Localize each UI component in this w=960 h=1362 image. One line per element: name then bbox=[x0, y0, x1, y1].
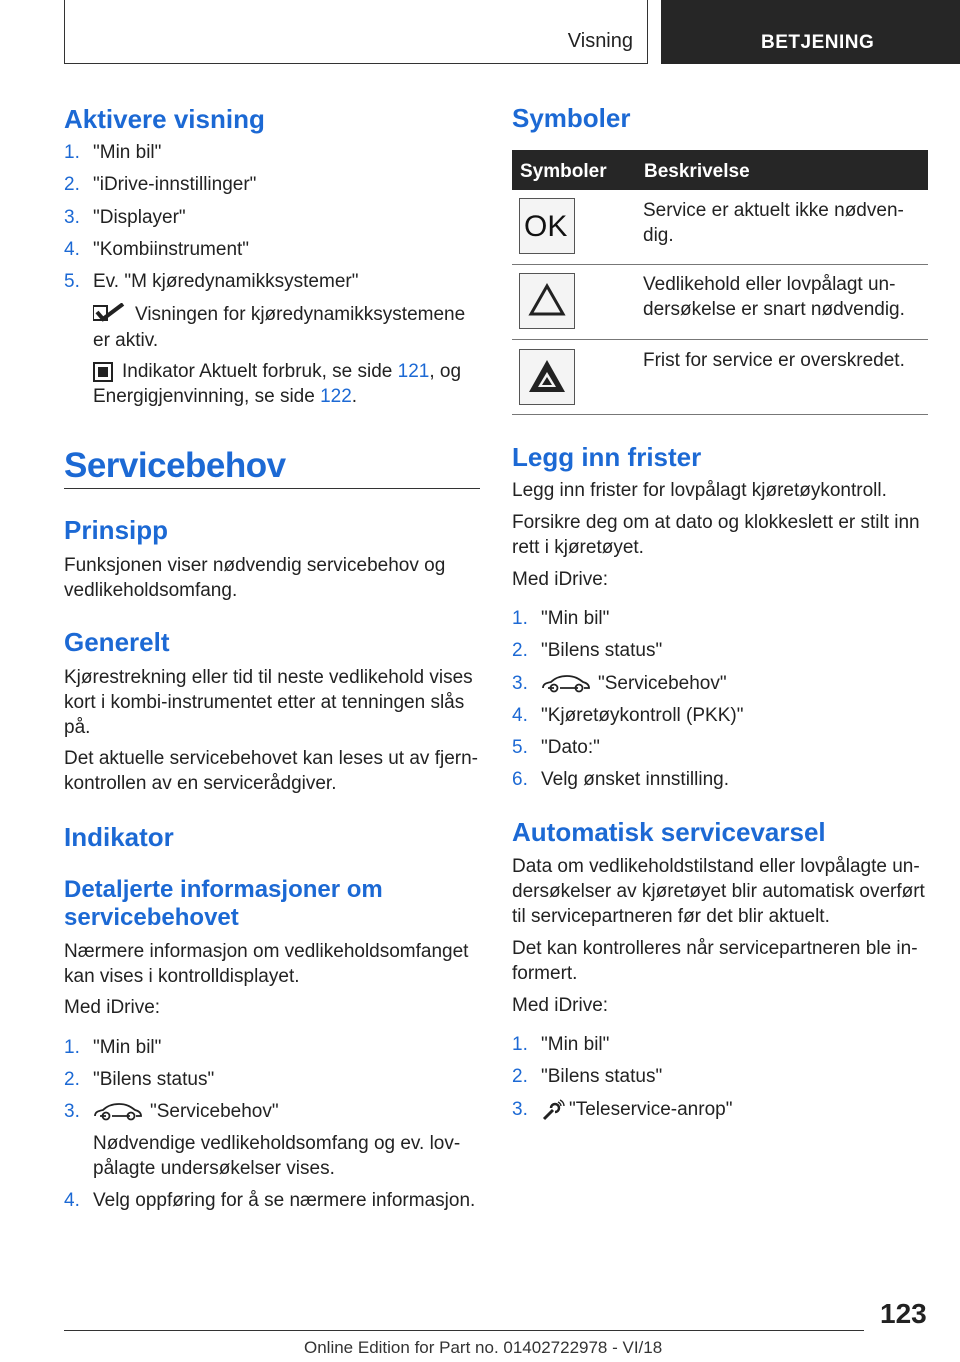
list-item: "Bilens status" bbox=[93, 1069, 215, 1090]
paragraph: vedlikeholdsomfang. bbox=[64, 580, 238, 601]
table-divider bbox=[512, 264, 928, 265]
list-item: "iDrive-innstillinger" bbox=[93, 174, 257, 195]
heading-detaljerte: Detaljerte informasjoner om bbox=[64, 876, 383, 903]
list-item: "Min bil" bbox=[93, 142, 162, 163]
list-item: "Min bil" bbox=[541, 1034, 610, 1055]
paragraph: Forsikre deg om at dato og klokkeslett er stilt inn bbox=[512, 512, 920, 533]
header-section-tab bbox=[64, 0, 648, 64]
indicator-text-2: , og bbox=[429, 361, 462, 382]
heading-aktivere-visning: Aktivere visning bbox=[64, 104, 265, 134]
page-link-121[interactable]: 121 bbox=[397, 361, 430, 382]
paragraph: Det aktuelle servicebehovet kan leses ut av fjern- bbox=[64, 748, 478, 769]
footer-edition: Online Edition for Part no. 01402722978 - VI/18 bbox=[304, 1338, 663, 1357]
list-item: Ev. "M kjøredynamikksystemer" bbox=[93, 271, 359, 292]
symbol-table-header bbox=[512, 150, 928, 190]
paragraph: Legg inn frister for lovpålagt kjøretøykontroll. bbox=[512, 480, 887, 501]
page-number: 123 bbox=[880, 1298, 927, 1329]
page-link-122[interactable]: 122 bbox=[320, 386, 352, 407]
paragraph: formert. bbox=[512, 963, 578, 984]
paragraph: på. bbox=[64, 717, 91, 738]
paragraph: Det kan kontrolleres når servicepartneren ble in- bbox=[512, 938, 918, 959]
step-number: 6. bbox=[512, 769, 528, 790]
paragraph: Med iDrive: bbox=[512, 995, 609, 1016]
warning-triangle-outline-icon bbox=[519, 273, 575, 329]
step-number: 2. bbox=[512, 640, 528, 661]
heading-automatisk-servicevarsel: Automatisk servicevarsel bbox=[512, 817, 826, 847]
heading-generelt: Generelt bbox=[64, 627, 170, 657]
step-number: 1. bbox=[512, 608, 528, 629]
table-cell-desc: dersøkelse er snart nødvendig. bbox=[643, 299, 905, 320]
step-number: 2. bbox=[64, 1069, 80, 1090]
teleservice-wrench-icon bbox=[541, 1099, 565, 1121]
list-item: "Bilens status" bbox=[541, 1066, 663, 1087]
table-cell-desc: dig. bbox=[643, 225, 674, 246]
header-chapter-tab bbox=[661, 0, 960, 64]
step-number: 2. bbox=[64, 174, 80, 195]
step-number: 2. bbox=[512, 1066, 528, 1087]
ok-symbol-text: OK bbox=[524, 210, 568, 243]
indicator-line bbox=[122, 359, 461, 385]
list-item: Velg ønsket innstilling. bbox=[541, 769, 729, 790]
heading-indikator: Indikator bbox=[64, 822, 174, 852]
indicator-text-4: . bbox=[351, 386, 358, 407]
step-number: 3. bbox=[512, 673, 528, 694]
indicator-icon bbox=[93, 362, 113, 382]
paragraph: Kjørestrekning eller tid til neste vedlikehold vises bbox=[64, 667, 473, 688]
paragraph: dersøkelser av kjøretøyet blir automatisk overført bbox=[512, 881, 925, 902]
list-item: "Servicebehov" bbox=[150, 1101, 279, 1122]
paragraph: kontrollen av en servicerådgiver. bbox=[64, 773, 337, 794]
list-item: "Bilens status" bbox=[541, 640, 663, 661]
paragraph: til servicepartneren før det blir aktuelt. bbox=[512, 906, 830, 927]
heading-rule bbox=[64, 488, 480, 489]
paragraph: Data om vedlikeholdstilstand eller lovpålagte un- bbox=[512, 856, 920, 877]
warning-triangle-filled-icon bbox=[519, 349, 575, 405]
heading-symboler: Symboler bbox=[512, 103, 631, 133]
table-divider bbox=[512, 339, 928, 340]
indicator-text: Indikator Aktuelt forbruk, se side bbox=[122, 361, 393, 382]
list-item: "Displayer" bbox=[93, 207, 186, 228]
heading-prinsipp: Prinsipp bbox=[64, 515, 169, 545]
indicator-text-3: Energigjenvinning, se side bbox=[93, 386, 315, 407]
table-cell-desc: Vedlikehold eller lovpålagt un- bbox=[643, 274, 896, 295]
list-item: "Kjøretøykontroll (PKK)" bbox=[541, 705, 744, 726]
paragraph: Nødvendige vedlikeholdsomfang og ev. lov- bbox=[93, 1133, 461, 1154]
footer-rule bbox=[64, 1330, 864, 1331]
step-number: 1. bbox=[64, 1037, 80, 1058]
table-header-symboler: Symboler bbox=[520, 161, 607, 182]
list-item: "Dato:" bbox=[541, 737, 600, 758]
step-number: 4. bbox=[64, 239, 80, 260]
car-icon bbox=[93, 1101, 143, 1123]
paragraph: kan vises i kontrolldisplayet. bbox=[64, 966, 300, 987]
list-item: "Min bil" bbox=[93, 1037, 162, 1058]
car-icon bbox=[541, 673, 591, 695]
step-number: 1. bbox=[512, 1034, 528, 1055]
paragraph: pålagte undersøkelser vises. bbox=[93, 1158, 335, 1179]
step-number: 3. bbox=[64, 207, 80, 228]
heading-detaljerte-2: servicebehovet bbox=[64, 904, 239, 931]
paragraph: kort i kombi-instrumentet etter at tenningen slås bbox=[64, 692, 465, 713]
step-number: 5. bbox=[64, 271, 80, 292]
step-number: 4. bbox=[64, 1190, 80, 1211]
paragraph: Med iDrive: bbox=[64, 997, 161, 1018]
list-item: "Min bil" bbox=[541, 608, 610, 629]
step-number: 1. bbox=[64, 142, 80, 163]
paragraph: Nærmere informasjon om vedlikeholdsomfanget bbox=[64, 941, 469, 962]
table-cell-desc: Service er aktuelt ikke nødven- bbox=[643, 200, 904, 221]
step-number: 3. bbox=[64, 1101, 80, 1122]
header-section-label: Visning bbox=[567, 30, 633, 52]
check-text: Visningen for kjøredynamikksystemene bbox=[135, 304, 466, 325]
step-number: 5. bbox=[512, 737, 528, 758]
list-item: Velg oppføring for å se nærmere informasjon. bbox=[93, 1190, 476, 1211]
list-item: "Servicebehov" bbox=[598, 673, 727, 694]
paragraph: Funksjonen viser nødvendig servicebehov og bbox=[64, 555, 446, 576]
list-item: "Teleservice-anrop" bbox=[569, 1099, 733, 1120]
table-divider bbox=[512, 414, 928, 415]
step-number: 3. bbox=[512, 1099, 528, 1120]
heading-legg-inn-frister: Legg inn frister bbox=[512, 442, 702, 472]
heading-servicebehov: Servicebehov bbox=[64, 446, 286, 485]
table-header-beskrivelse: Beskrivelse bbox=[644, 161, 750, 182]
check-icon bbox=[93, 303, 127, 323]
list-item: "Kombiinstrument" bbox=[93, 239, 250, 260]
indicator-line-2 bbox=[93, 384, 357, 410]
check-text-cont: er aktiv. bbox=[93, 330, 159, 351]
table-cell-desc: Frist for service er overskredet. bbox=[643, 350, 905, 371]
paragraph: rett i kjøretøyet. bbox=[512, 537, 644, 558]
header-chapter-label: BETJENING bbox=[761, 32, 875, 53]
ok-symbol-icon bbox=[519, 198, 575, 254]
step-number: 4. bbox=[512, 705, 528, 726]
paragraph: Med iDrive: bbox=[512, 569, 609, 590]
